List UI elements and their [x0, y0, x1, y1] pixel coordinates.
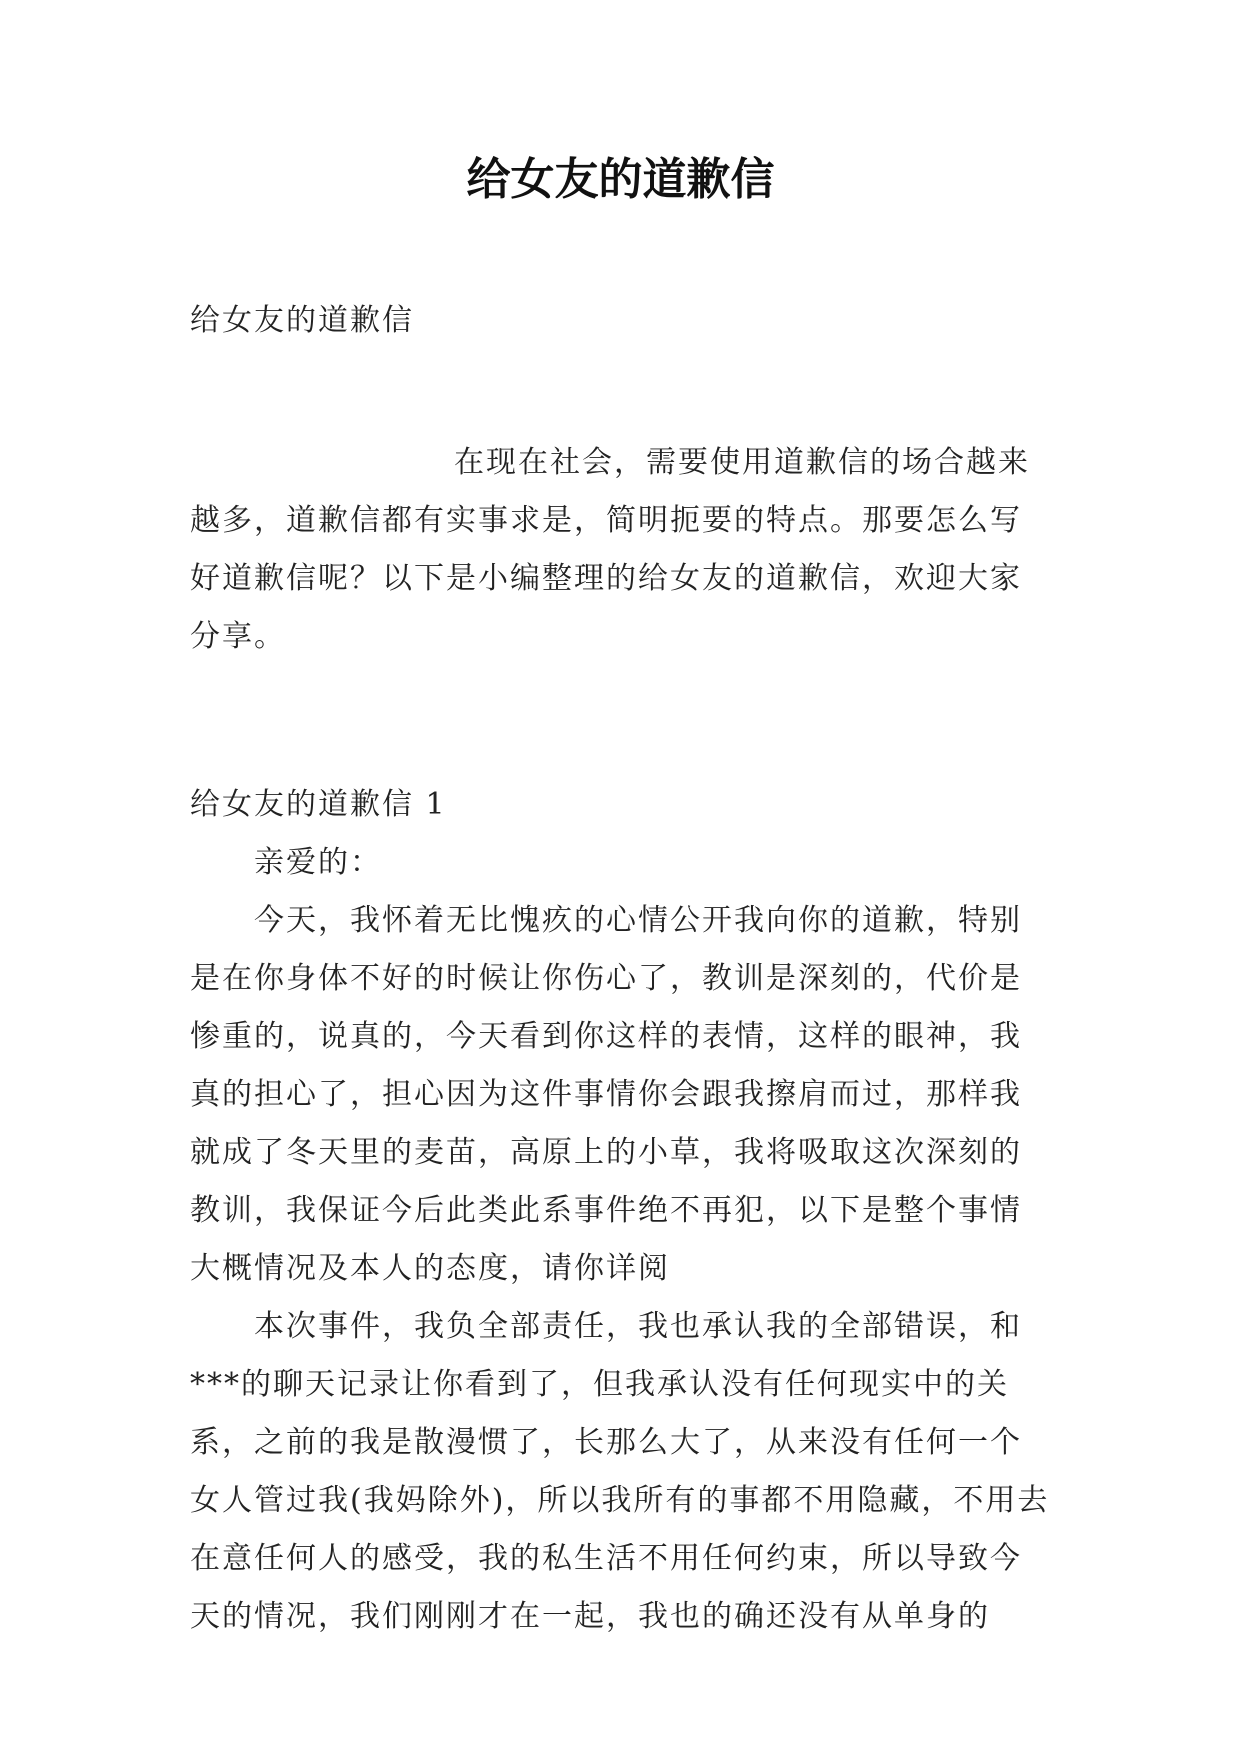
document-subtitle: 给女友的道歉信 [190, 303, 414, 338]
intro-paragraph: 在现在社会，需要使用道歉信的场合越来越多，道歉信都有实事求是，简明扼要的特点。那要怎么写好道歉信呢？以下是小编整理的给女友的道歉信，欢迎大家分享。 [190, 445, 1030, 654]
body-paragraph: 今天，我怀着无比愧疚的心情公开我向你的道歉，特别是在你身体不好的时候让你伤心了，教训是深刻的，代价是惨重的，说真的，今天看到你这样的表情，这样的眼神，我真的担心了，担心因为这件事情你会跟我擦肩而过，那样我就成了冬天里的麦苗，高原上的小草，我将吸取这次深刻的教训，我保证今后此类此系事件绝不再犯，以下是整个事情大概情况及本人的态度，请你详阅 [190, 903, 1022, 1286]
body-paragraph: 本次事件，我负全部责任，我也承认我的全部错误，和***的聊天记录让你看到了，但我承认没有任何现实中的关系，之前的我是散漫惯了，长那么大了，从来没有任何一个女人管过我(我妈除外)，所以我所有的事都不用隐藏，不用去在意任何人的感受，我的私生活不用任何约束，所以导致今天的情况，我们刚刚才在一起，我也的确还没有从单身的 [190, 1309, 1050, 1634]
spacer [190, 350, 1050, 434]
spacer [190, 666, 1050, 776]
document-body [190, 292, 1050, 1646]
salutation: 亲爱的： [254, 845, 382, 880]
document-title: 给女友的道歉信 [466, 154, 775, 205]
section-heading: 给女友的道歉信 1 [190, 787, 447, 822]
